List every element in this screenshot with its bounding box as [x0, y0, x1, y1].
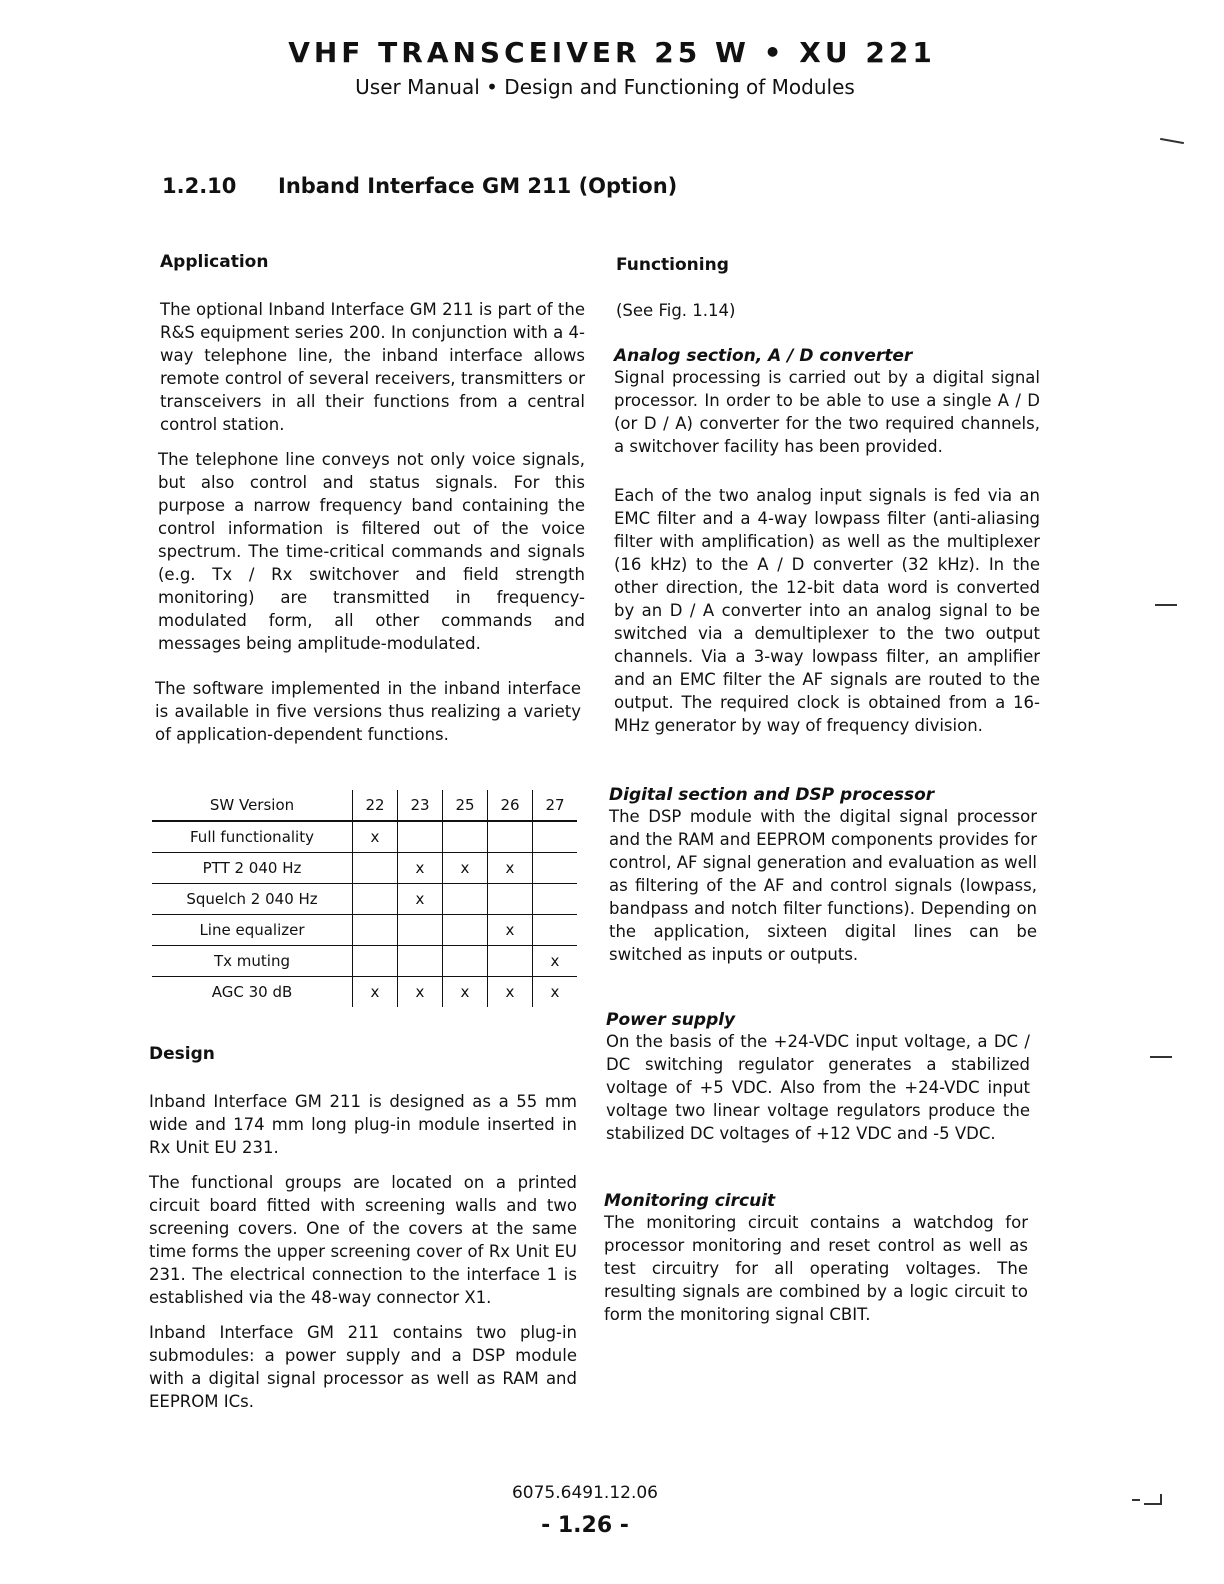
section-title: Inband Interface GM 211 (Option): [278, 174, 678, 198]
left-column-design: [149, 1044, 577, 1413]
software-version-table: [152, 790, 577, 1007]
margin-mark: [1160, 138, 1184, 144]
table-cell: x: [533, 946, 578, 977]
power-supply-paragraph: On the basis of the +24-VDC input voltage, a DC / DC switching regulator generates a stabilized voltage of +5 VDC. Also from the +24-VDC input voltage two linear voltage regulators produce the stabilized DC voltages of +12 VDC and -5 VDC.: [606, 1032, 1030, 1143]
table-cell: x: [398, 853, 443, 884]
section-number: 1.2.10: [162, 174, 237, 198]
page-number: - 1.26 -: [541, 1513, 629, 1538]
table-header-row: [152, 790, 577, 821]
table-cell: [488, 884, 533, 915]
power-supply-heading: Power supply: [606, 1010, 736, 1030]
table-cell: [533, 821, 578, 853]
table-cell: x: [353, 977, 398, 1008]
application-paragraph-3: The software implemented in the inband interface is available in five versions thus realizing a variety of application-dependent functions.: [155, 679, 581, 744]
table-row: [152, 915, 577, 946]
table-header-cell: 26: [488, 790, 533, 821]
table-cell: x: [443, 853, 488, 884]
digital-paragraph-1: The DSP module with the digital signal processor and the RAM and EEPROM components provides for control, AF signal generation and evaluation as well as filtering of the AF and control signals (lowpass, bandpass and notch filter functions). Depending on the application, sixteen digital lines can be switched as inputs or outputs.: [609, 807, 1037, 964]
row-label: PTT 2 040 Hz: [152, 853, 353, 884]
digital-section: [609, 785, 1040, 966]
analog-paragraph-1: Signal processing is carried out by a digital signal processor. In order to be able to use a single A / D (or D / A) converter for the two required channels, a switchover facility has been provided.: [614, 368, 1040, 456]
analog-section-heading: Analog section, A / D converter: [614, 346, 913, 366]
monitoring-paragraph: The monitoring circuit contains a watchdog for processor monitoring and reset control as well as test circuitry for all operating voltages. The resulting signals are combined by a logic circuit to form the monitoring signal CBIT.: [604, 1213, 1028, 1324]
application-heading: Application: [160, 252, 269, 272]
table-cell: [398, 915, 443, 946]
row-label: AGC 30 dB: [211, 983, 293, 1001]
power-supply-section: [606, 1010, 1040, 1145]
analog-section: [614, 346, 1040, 737]
table-cell: [533, 915, 578, 946]
design-heading: Design: [149, 1044, 215, 1064]
table-cell: [398, 821, 443, 853]
row-label: Tx muting: [152, 946, 353, 977]
table-cell: [443, 884, 488, 915]
table-cell: [488, 946, 533, 977]
table-row: [152, 884, 577, 915]
section-heading: [162, 174, 677, 198]
table-header-cell: 22: [353, 790, 398, 821]
table-row: [152, 853, 577, 884]
analog-paragraph-2: Each of the two analog input signals is fed via an EMC filter and a 4-way lowpass filter (anti-aliasing filter with amplification) as well as the multiplexer (16 kHz) to the A / D converter (32 kHz). In the other direction, the 12-bit data word is converted by an D / A converter into an analog signal to be switched via a demultiplexer to the two output channels. Via a 3-way lowpass filter, an amplifier and an EMC filter the AF signals are routed to the output. The required clock is obtained from a 16-MHz generator by way of frequency division.: [614, 486, 1040, 735]
see-figure-reference: (See Fig. 1.14): [616, 301, 736, 320]
table-cell: [443, 946, 488, 977]
table-header-cell: 27: [533, 790, 578, 821]
table-cell: [488, 821, 533, 853]
functioning-heading: Functioning: [616, 255, 729, 275]
design-paragraph-3: Inband Interface GM 211 contains two plug-in submodules: a power supply and a DSP module with a digital signal processor as well as RAM and EEPROM ICs.: [149, 1323, 577, 1411]
table-cell: [398, 946, 443, 977]
table-cell: x: [533, 977, 578, 1008]
digital-section-heading: Digital section and DSP processor: [609, 785, 935, 805]
table-cell: x: [398, 884, 443, 915]
table-cell: x: [398, 977, 443, 1008]
row-label: Squelch 2 040 Hz: [152, 884, 353, 915]
monitoring-heading: Monitoring circuit: [604, 1191, 776, 1211]
table-cell: [443, 821, 488, 853]
row-label: Full functionality: [152, 821, 353, 853]
document-title: VHF TRANSCEIVER 25 W • XU 221: [288, 36, 936, 69]
document-subtitle: User Manual • Design and Functioning of Modules: [355, 75, 855, 99]
table-row: [152, 946, 577, 977]
table-cell: x: [353, 821, 398, 853]
table-cell: [443, 915, 488, 946]
table-cell: [533, 853, 578, 884]
application-paragraph-2: The telephone line conveys not only voice signals, but also control and status signals. For this purpose a narrow frequency band containing the control information is filtered out of the voice spectrum. The time-critical commands and signals (e.g. Tx / Rx switchover and field strength monitoring) are transmitted in frequency-modulated form, all other commands and messages being amplitude-modulated.: [158, 450, 585, 653]
table-cell: [353, 853, 398, 884]
right-column: [604, 255, 1040, 1326]
table-row: [152, 977, 577, 1008]
design-paragraph-1: Inband Interface GM 211 is designed as a 55 mm wide and 174 mm long plug-in module inserted in Rx Unit EU 231.: [149, 1092, 577, 1157]
table-header-cell: SW Version: [152, 790, 353, 821]
table-header-cell: 25: [443, 790, 488, 821]
design-paragraph-2: The functional groups are located on a printed circuit board fitted with screening walls and two screening covers. One of the covers at the same time forms the upper screening cover of Rx Unit EU 231. The electrical connection to the interface 1 is established via the 48-way connector X1.: [149, 1173, 577, 1307]
left-column-application: [155, 252, 585, 746]
table-cell: x: [488, 853, 533, 884]
table-row: [152, 821, 577, 853]
table-header-cell: 23: [398, 790, 443, 821]
margin-mark: [1150, 1056, 1172, 1058]
monitoring-section: [604, 1191, 1040, 1326]
table-cell: [353, 915, 398, 946]
document-code: 6075.6491.12.06: [511, 1483, 658, 1503]
table-cell: x: [488, 977, 533, 1008]
table-cell: [353, 946, 398, 977]
table-cell: x: [488, 915, 533, 946]
table-cell: x: [443, 977, 488, 1008]
application-paragraph-1: The optional Inband Interface GM 211 is part of the R&S equipment series 200. In conjunction with a 4-way telephone line, the inband interface allows remote control of several receivers, transmitters or transceivers in all their functions from a central control station.: [160, 300, 585, 434]
table-cell: [533, 884, 578, 915]
table-cell: [353, 884, 398, 915]
margin-mark: [1155, 604, 1177, 606]
row-label: Line equalizer: [152, 915, 353, 946]
